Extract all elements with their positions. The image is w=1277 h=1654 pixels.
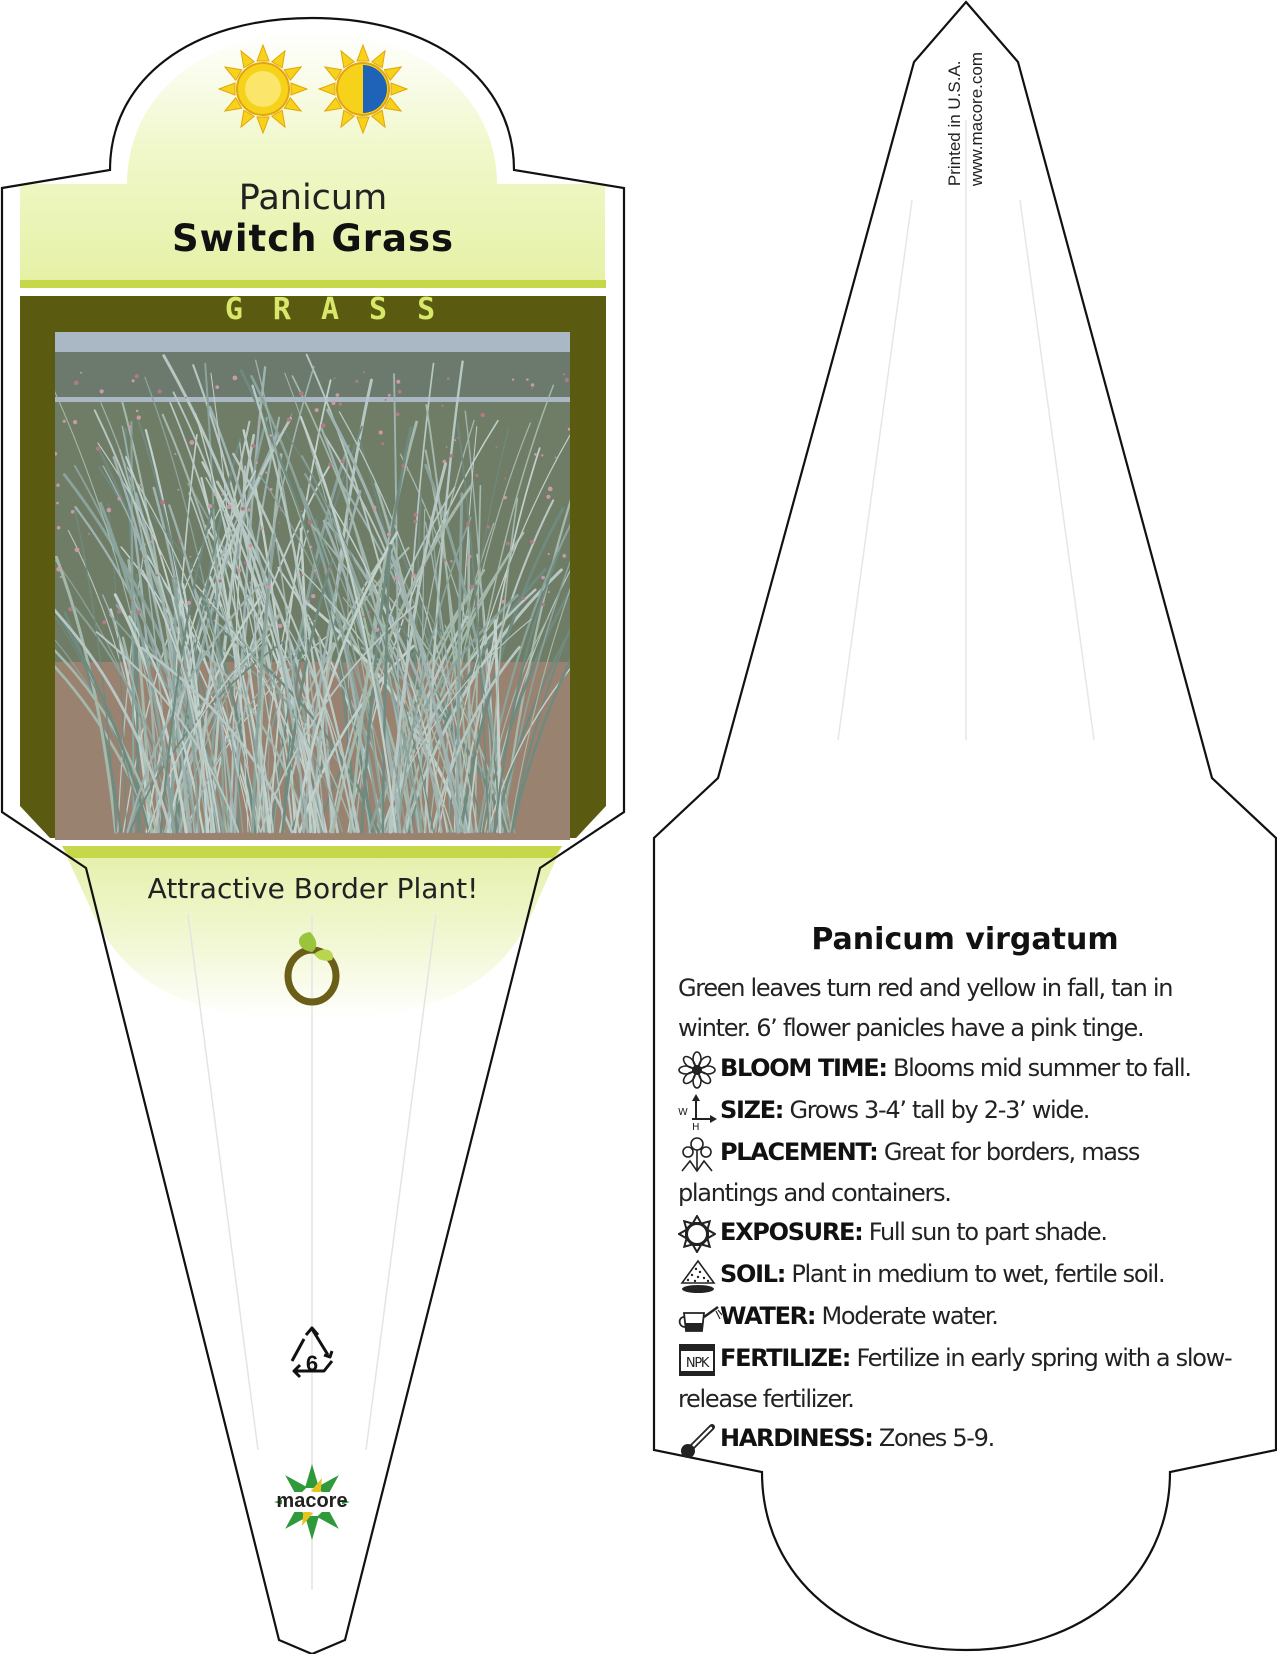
seed-head: [132, 379, 135, 382]
seed-head: [317, 434, 319, 436]
seed-head: [187, 601, 191, 605]
care-text: Plant in medium to wet, fertile soil.: [785, 1260, 1165, 1288]
seed-head: [541, 576, 545, 580]
care-label: PLACEMENT:: [720, 1138, 878, 1166]
seed-head: [394, 576, 398, 580]
seed-head: [174, 453, 176, 455]
svg-text:W: W: [678, 1107, 687, 1118]
seed-head: [222, 494, 224, 496]
seed-head: [355, 380, 358, 383]
seed-head: [475, 474, 478, 477]
seed-head: [423, 564, 425, 566]
seed-head: [403, 617, 406, 620]
seed-head: [387, 532, 391, 536]
full-sun-icon: [218, 44, 308, 134]
seed-head: [548, 591, 550, 593]
sun-outline-icon: [678, 1213, 720, 1253]
seed-head: [443, 460, 447, 464]
seed-head: [522, 596, 525, 599]
seed-head: [388, 394, 391, 397]
seed-head: [328, 463, 332, 467]
seed-head: [336, 393, 340, 397]
plant-tagline: Attractive Border Plant!: [147, 872, 479, 905]
care-fertilize: [678, 1338, 1238, 1419]
placement-icon: [678, 1133, 720, 1173]
plant-photo: [55, 332, 570, 840]
seed-head: [407, 469, 409, 471]
flower-icon: [678, 1049, 720, 1089]
seed-head: [88, 533, 91, 536]
website: www.macore.com: [967, 52, 986, 187]
care-bloom-time: [678, 1048, 1238, 1089]
seed-head: [249, 582, 251, 584]
seed-head: [307, 600, 310, 603]
seed-head: [541, 454, 543, 456]
seed-head: [300, 574, 303, 577]
seed-head: [190, 556, 192, 558]
seed-head: [102, 620, 106, 624]
seed-head: [137, 415, 141, 419]
seed-head: [447, 377, 450, 380]
seed-head: [160, 555, 162, 557]
seed-head: [80, 372, 82, 374]
seed-head: [258, 421, 261, 424]
care-label: EXPOSURE:: [720, 1218, 863, 1246]
seed-head: [71, 510, 75, 514]
seed-head: [269, 434, 272, 437]
printed-in: Printed in U.S.A.: [945, 60, 964, 187]
care-text: Great for borders, mass plantings and containers.: [678, 1138, 1140, 1207]
seed-head: [56, 484, 59, 487]
seed-head: [495, 446, 497, 448]
seed-head: [128, 425, 131, 428]
recycle-number: 6: [305, 1351, 319, 1376]
seed-head: [506, 578, 509, 581]
seed-head: [60, 576, 62, 578]
seed-head: [479, 627, 481, 629]
care-text: Fertilize in early spring with a slow-release fertilizer.: [678, 1344, 1232, 1413]
seed-head: [208, 504, 212, 508]
seed-head: [56, 567, 61, 572]
part-shade-icon: [318, 44, 408, 134]
seed-head: [401, 464, 404, 467]
care-label: SOIL:: [720, 1260, 786, 1288]
seed-head: [215, 385, 219, 389]
seed-head: [100, 389, 104, 393]
seed-head: [466, 522, 470, 526]
seed-head: [363, 371, 365, 373]
seed-head: [548, 553, 550, 555]
watering-can-icon: [678, 1297, 720, 1337]
seed-head: [450, 560, 452, 562]
seed-head: [316, 575, 318, 577]
seed-head: [487, 525, 490, 528]
seed-head: [454, 439, 456, 441]
seed-head: [241, 507, 245, 511]
seed-head: [310, 546, 312, 548]
seed-head: [443, 559, 446, 562]
seed-head: [504, 496, 507, 499]
plant-category: GRASS: [224, 292, 466, 327]
seed-head: [385, 399, 387, 401]
seed-head: [526, 378, 529, 381]
seed-head: [478, 573, 480, 575]
seed-head: [117, 610, 121, 614]
seed-head: [363, 616, 365, 618]
seed-head: [477, 606, 479, 608]
seed-head: [68, 607, 73, 612]
seed-head: [287, 417, 291, 421]
seed-head: [107, 508, 112, 513]
seed-head: [531, 383, 535, 387]
seed-head: [396, 412, 400, 416]
care-text: Blooms mid summer to fall.: [886, 1054, 1191, 1082]
seed-head: [57, 526, 61, 530]
printed-credit: [944, 52, 988, 186]
care-text: Full sun to part shade.: [862, 1218, 1107, 1246]
seed-head: [450, 454, 454, 458]
seed-head: [185, 397, 187, 399]
care-label: BLOOM TIME:: [720, 1054, 887, 1082]
seed-head: [506, 542, 510, 546]
seed-head: [255, 461, 258, 464]
seed-head: [332, 401, 336, 405]
seed-head: [454, 510, 456, 512]
seed-head: [411, 573, 415, 577]
care-water: [678, 1296, 1238, 1337]
seed-head: [501, 600, 505, 604]
care-text: Grows 3-4’ tall by 2-3’ wide.: [783, 1096, 1090, 1124]
seed-head: [299, 391, 304, 396]
seed-head: [532, 388, 534, 390]
care-label: SIZE:: [720, 1096, 784, 1124]
seed-head: [252, 444, 256, 448]
soil-icon: [678, 1255, 720, 1295]
seed-head: [315, 408, 319, 412]
seed-head: [63, 420, 66, 423]
seed-head: [160, 500, 165, 505]
sprout-icon: [282, 930, 342, 1006]
brand-name: macore: [276, 1490, 348, 1512]
care-exposure: [678, 1212, 1238, 1253]
care-placement: [678, 1132, 1238, 1213]
care-size: [678, 1090, 1238, 1131]
seed-head: [149, 576, 151, 578]
thermometer-icon: [678, 1419, 720, 1459]
seed-head: [73, 420, 77, 424]
seed-head: [530, 540, 534, 544]
seed-head: [150, 541, 152, 543]
seed-head: [248, 544, 252, 548]
care-text: Zones 5-9.: [872, 1424, 994, 1452]
seed-head: [135, 374, 139, 378]
svg-text:NPK: NPK: [685, 1356, 709, 1371]
seed-head: [189, 615, 191, 617]
seed-head: [248, 508, 252, 512]
seed-head: [328, 567, 332, 571]
seed-head: [446, 446, 448, 448]
seed-head: [56, 502, 59, 505]
seed-head: [534, 453, 537, 456]
seed-head: [117, 497, 121, 501]
seed-head: [333, 377, 335, 379]
seed-head: [158, 389, 162, 393]
svg-text:H: H: [692, 1122, 699, 1131]
plant-description: Green leaves turn red and yellow in fall, tan in winter. 6’ flower panicles have a pink tinge.: [678, 974, 1173, 1042]
seed-head: [280, 509, 282, 511]
seed-head: [375, 628, 379, 632]
care-label: HARDINESS:: [720, 1424, 873, 1452]
seed-head: [178, 489, 180, 491]
seed-head: [84, 559, 86, 561]
care-hardiness: [678, 1418, 1238, 1459]
seed-head: [156, 574, 158, 576]
seed-head: [244, 561, 247, 564]
seed-head: [139, 484, 141, 486]
seed-head: [143, 558, 145, 560]
care-label: FERTILIZE:: [720, 1344, 851, 1372]
npk-icon: [678, 1339, 720, 1379]
seed-head: [237, 568, 241, 572]
seed-head: [270, 488, 273, 491]
seed-head: [189, 440, 194, 445]
seed-head: [213, 494, 215, 496]
seed-head: [278, 624, 283, 629]
seed-head: [504, 478, 506, 480]
seed-head: [466, 563, 469, 566]
seed-head: [136, 610, 141, 615]
seed-head: [75, 547, 80, 552]
seed-head: [227, 505, 232, 510]
scientific-name: Panicum virgatum: [811, 922, 1119, 957]
seed-head: [314, 620, 316, 622]
seed-head: [321, 423, 326, 428]
seed-head: [74, 381, 79, 386]
seed-head: [314, 569, 317, 572]
seed-head: [311, 594, 315, 598]
seed-head: [267, 585, 271, 589]
seed-head: [178, 540, 181, 543]
seed-head: [413, 520, 417, 524]
seed-head: [174, 577, 176, 579]
seed-head: [548, 487, 553, 492]
seed-head: [396, 380, 400, 384]
seed-head: [265, 472, 267, 474]
seed-head: [512, 379, 514, 381]
seed-head: [379, 430, 383, 434]
seed-head: [260, 527, 263, 530]
seed-head: [562, 554, 566, 558]
seed-head: [372, 506, 376, 510]
seed-head: [136, 410, 139, 413]
seed-head: [301, 510, 303, 512]
size-arrows-icon: [678, 1091, 720, 1131]
seed-head: [563, 373, 565, 375]
seed-head: [542, 603, 546, 607]
seed-head: [469, 585, 473, 589]
seed-head: [441, 404, 443, 406]
seed-head: [308, 520, 313, 525]
seed-head: [546, 495, 550, 499]
plant-common-name: Switch Grass: [172, 217, 454, 260]
seed-head: [131, 599, 133, 601]
seed-head: [131, 611, 133, 613]
seed-head: [96, 447, 100, 451]
seed-head: [278, 522, 280, 524]
seed-head: [481, 413, 486, 418]
seed-head: [219, 579, 222, 582]
care-soil: [678, 1254, 1238, 1295]
seed-head: [369, 611, 371, 613]
seed-head: [565, 378, 569, 382]
seed-head: [240, 470, 242, 472]
seed-head: [339, 402, 343, 406]
seed-head: [555, 457, 557, 459]
seed-head: [349, 519, 351, 521]
seed-head: [233, 376, 238, 381]
seed-head: [381, 442, 384, 445]
seed-head: [398, 390, 402, 394]
seed-head: [468, 555, 472, 559]
seed-head: [413, 513, 417, 517]
seed-head: [341, 459, 345, 463]
care-text: Moderate water.: [815, 1302, 998, 1330]
plant-genus: Panicum: [238, 178, 388, 218]
seed-head: [457, 437, 459, 439]
care-label: WATER:: [720, 1302, 816, 1330]
